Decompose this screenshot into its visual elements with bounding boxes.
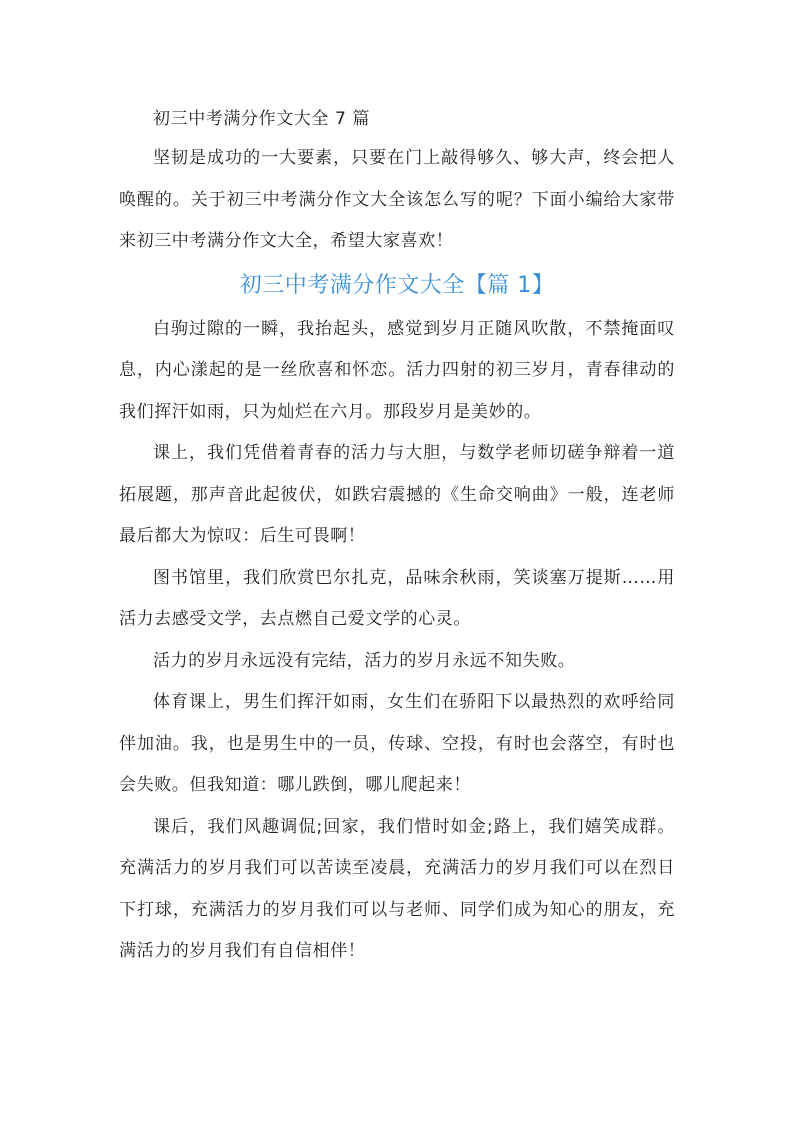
essay-paragraph-6: 课后，我们风趣调侃;回家，我们惜时如金;路上，我们嬉笑成群。充满活力的岁月我们可以苦读至凌晨，充满活力的岁月我们可以在烈日下打球，充满活力的岁月我们可以与老师、同学们成为知心的朋友，充满活力的岁月我们有自信相伴！ bbox=[119, 816, 675, 961]
document-title: 初三中考满分作文大全 7 篇 bbox=[153, 109, 371, 129]
section-heading: 初三中考满分作文大全【篇 1】 bbox=[239, 272, 555, 298]
essay-paragraph-4: 活力的岁月永远没有完结，活力的岁月永远不知失败。 bbox=[153, 650, 576, 671]
document-content bbox=[119, 100, 675, 973]
essay-paragraph-5: 体育课上，男生们挥汗如雨，女生们在骄阳下以最热烈的欢呼给同伴加油。我，也是男生中的一员，传球、空投，有时也会落空，有时也会失败。但我知道：哪儿跌倒，哪儿爬起来！ bbox=[119, 692, 675, 795]
essay-paragraph-1: 白驹过隙的一瞬，我抬起头，感觉到岁月正随风吹散，不禁掩面叹息，内心漾起的是一丝欣喜和怀恋。活力四射的初三岁月，青春律动的我们挥汗如雨，只为灿烂在六月。那段岁月是美妙的。 bbox=[119, 318, 675, 422]
intro-paragraph: 坚韧是成功的一大要素，只要在门上敲得够久、够大声，终会把人唤醒的。关于初三中考满分作文大全该怎么写的呢？下面小编给大家带来初三中考满分作文大全，希望大家喜欢！ bbox=[119, 148, 675, 251]
essay-body bbox=[119, 309, 675, 973]
essay-paragraph-3: 图书馆里，我们欣赏巴尔扎克，品味余秋雨，笑谈塞万提斯……用活力去感受文学，去点燃自己爱文学的心灵。 bbox=[119, 567, 675, 629]
essay-paragraph-2: 课上，我们凭借着青春的活力与大胆，与数学老师切磋争辩着一道拓展题，那声音此起彼伏，如跌宕震撼的《生命交响曲》一般，连老师最后都大为惊叹：后生可畏啊！ bbox=[119, 443, 675, 546]
